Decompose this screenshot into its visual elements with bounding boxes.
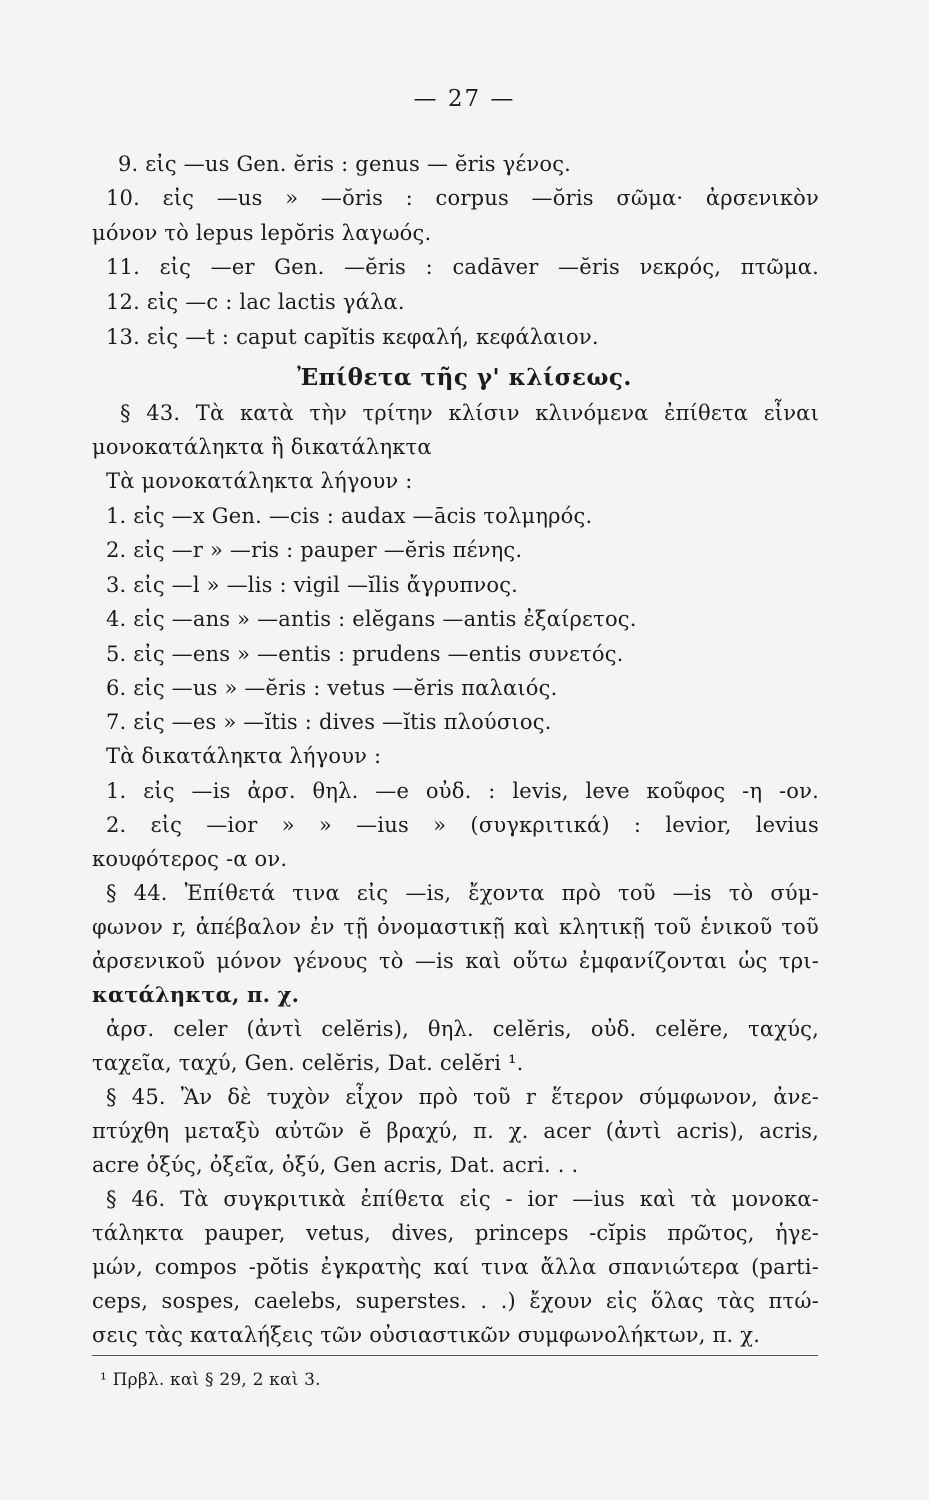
paragraph-line: ceps, sospes, caelebs, superstes. . .) ἔχουν εἰς ὅλας τὰς πτώ-	[92, 1289, 819, 1313]
paragraph-line: § 45. Ἂν δὲ τυχὸν εἶχον πρὸ τοῦ r ἕτερον σύμφωνον, ἀνε-	[106, 1085, 819, 1109]
paragraph-line: ἀρσενικοῦ μόνον γένους τὸ —is καὶ οὕτω ἐμφανίζονται ὡς τρι-	[92, 949, 819, 973]
list-item: 12. εἰς —c : lac lactis γάλα.	[106, 290, 405, 314]
paragraph-line: Τὰ δικατάληκτα λήγουν :	[106, 744, 382, 768]
list-item: 13. εἰς —t : caput capĭtis κεφαλή, κεφάλαιον.	[106, 325, 599, 349]
list-item: 6. εἰς —us » —ĕris : vetus —ĕris παλαιός.	[106, 676, 558, 700]
paragraph-line: κατάληκτα, π. χ.	[92, 982, 300, 1007]
paragraph-line: κουφότερος -α ον.	[92, 847, 288, 871]
list-item: 9. εἰς —us Gen. ĕris : genus — ĕris γένος.	[118, 152, 572, 176]
list-item: 1. εἰς —is ἀρσ. θηλ. —e οὐδ. : levis, leve κοῦφος -η -ον.	[106, 779, 819, 803]
paragraph-line: μών, compos -pŏtis ἐγκρατὴς καί τινα ἄλλα σπανιώτερα (parti-	[92, 1255, 819, 1279]
list-item: 5. εἰς —ens » —entis : prudens —entis συνετός.	[106, 642, 624, 666]
paragraph-line: ἀρσ. celer (ἀντὶ celĕris), θηλ. celĕris, οὐδ. celĕre, ταχύς,	[106, 1017, 819, 1041]
footnote-divider	[92, 1355, 818, 1356]
list-item: 2. εἰς —ior » » —ius » (συγκριτικά) : levior, levius	[106, 813, 819, 837]
list-item: 7. εἰς —es » —ĭtis : dives —ĭtis πλούσιος.	[106, 710, 552, 734]
list-item: 10. εἰς —us » —ŏris : corpus —ŏris σῶμα· ἀρσενικὸν	[106, 186, 819, 210]
paragraph-line: § 46. Τὰ συγκριτικὰ ἐπίθετα εἰς - ior —ius καὶ τὰ μονοκα-	[106, 1187, 819, 1211]
paragraph-line: § 44. Ἐπίθετά τινα εἰς —is, ἔχοντα πρὸ τοῦ —is τὸ σύμ-	[106, 881, 819, 905]
paragraph-line: πτύχθη μεταξὺ αὐτῶν ĕ βραχύ, π. χ. acer (ἀντὶ acris), acris,	[92, 1119, 819, 1143]
list-item: 4. εἰς —ans » —antis : elĕgans —antis ἐξαίρετος.	[106, 607, 637, 631]
paragraph-line: acre ὀξύς, ὀξεῖα, ὀξύ, Gen acris, Dat. acri. . .	[92, 1153, 579, 1177]
list-item: 1. εἰς —x Gen. —cis : audax —ācis τολμηρός.	[106, 504, 593, 528]
section-heading: Ἐπίθετα τῆς γ' κλίσεως.	[297, 364, 632, 391]
list-item: 2. εἰς —r » —ris : pauper —ĕris πένης.	[106, 538, 523, 562]
list-item: 3. εἰς —l » —lis : vigil —ĭlis ἄγρυπνος.	[106, 573, 519, 597]
paragraph-line: ταχεῖα, ταχύ, Gen. celĕris, Dat. celĕri ¹.	[92, 1051, 524, 1075]
paragraph-line: φωνον r, ἀπέβαλον ἐν τῇ ὀνομαστικῇ καὶ κλητικῇ τοῦ ἑνικοῦ τοῦ	[92, 915, 819, 939]
paragraph-line: Τὰ μονοκατάληκτα λήγουν :	[106, 469, 413, 493]
list-item: 11. εἰς —er Gen. —ĕris : cadāver —ĕris νεκρός, πτῶμα.	[106, 255, 819, 279]
page-number: — 27 —	[413, 86, 516, 112]
paragraph-line: σεις τὰς καταλήξεις τῶν οὐσιαστικῶν συμφωνολήκτων, π. χ.	[92, 1323, 761, 1347]
paragraph-line: § 43. Τὰ κατὰ τὴν τρίτην κλίσιν κλινόμενα ἐπίθετα εἶναι	[120, 401, 819, 425]
text-line: μόνον τὸ lepus lepŏris λαγωός.	[92, 221, 432, 245]
paragraph-line: τάληκτα pauper, vetus, dives, princeps -cĭpis πρῶτος, ἡγε-	[92, 1221, 819, 1245]
footnote: ¹ Πρβλ. καὶ § 29, 2 καὶ 3.	[100, 1370, 321, 1390]
paragraph-line: μονοκατάληκτα ἢ δικατάληκτα	[92, 435, 432, 459]
